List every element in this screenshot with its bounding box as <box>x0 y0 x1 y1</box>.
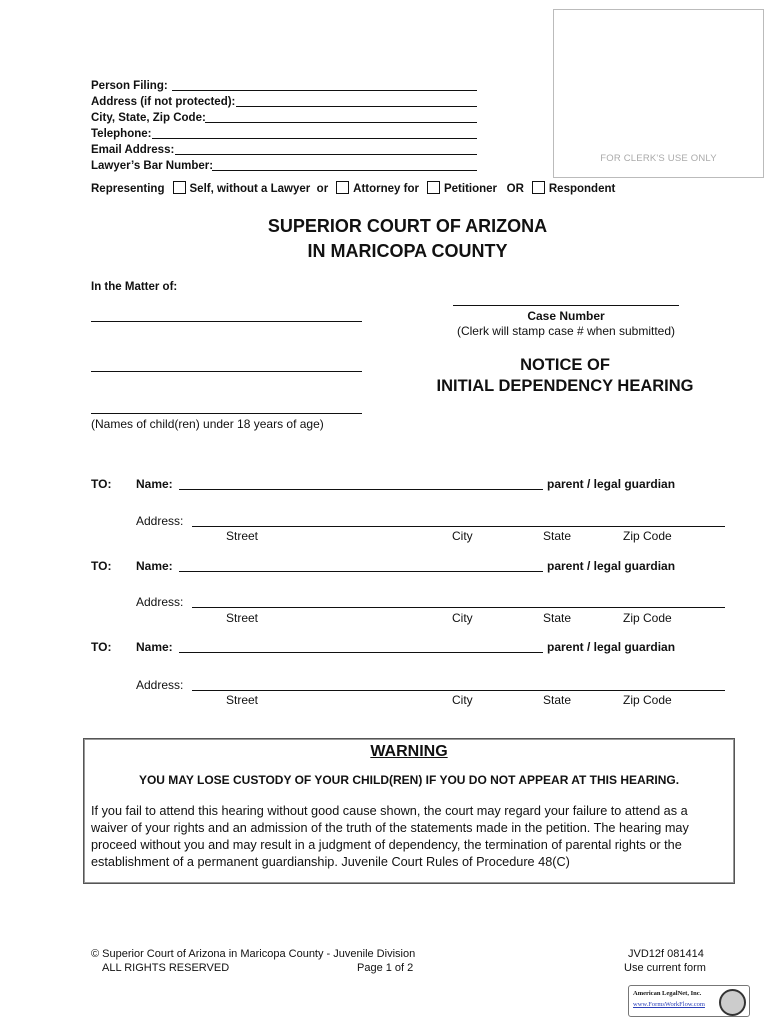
children-names-note: (Names of child(ren) under 18 years of age) <box>91 417 324 431</box>
email-label: Email Address: <box>91 144 175 156</box>
recipient-address-field[interactable] <box>192 690 725 691</box>
recipient-role-label: parent / legal guardian <box>547 640 676 654</box>
address-label: Address: <box>136 595 184 609</box>
footer-form-id: JVD12f 081414 <box>628 948 704 960</box>
attorney-checkbox[interactable] <box>336 181 349 194</box>
respondent-label: Respondent <box>548 183 616 195</box>
state-label: State <box>543 611 572 625</box>
or-label-2: OR <box>506 183 524 195</box>
city-state-zip-label: City, State, Zip Code: <box>91 112 206 124</box>
clerk-use-label: FOR CLERK'S USE ONLY <box>600 153 717 164</box>
telephone-field[interactable] <box>152 138 477 139</box>
in-the-matter-label: In the Matter of: <box>91 281 178 293</box>
case-number-label: Case Number <box>527 309 605 323</box>
footer-rights: ALL RIGHTS RESERVED <box>102 962 230 974</box>
recipient-address-field[interactable] <box>192 607 725 608</box>
zip-label: Zip Code <box>623 611 672 625</box>
self-checkbox[interactable] <box>173 181 186 194</box>
to-label: TO: <box>91 559 112 573</box>
zip-label: Zip Code <box>623 693 672 707</box>
city-label: City <box>452 529 473 543</box>
city-state-zip-field[interactable] <box>205 122 477 123</box>
street-label: Street <box>226 693 259 707</box>
recipient-name-field[interactable] <box>179 489 543 490</box>
person-filing-label: Person Filing: <box>91 80 168 92</box>
city-label: City <box>452 611 473 625</box>
court-name-line2: IN MARICOPA COUNTY <box>307 241 508 261</box>
footer-page-number: Page 1 of 2 <box>357 962 414 974</box>
recipient-name-label: Name: <box>136 559 173 573</box>
recipient-address-field[interactable] <box>192 526 725 527</box>
logo-company-name: American LegalNet, Inc. <box>633 990 702 997</box>
or-label: or <box>316 183 329 195</box>
address-label: Address: <box>136 514 184 528</box>
to-label: TO: <box>91 640 112 654</box>
person-filing-field[interactable] <box>172 90 477 91</box>
zip-label: Zip Code <box>623 529 672 543</box>
matter-name-line-2[interactable] <box>91 371 362 372</box>
telephone-label: Telephone: <box>91 128 152 140</box>
doc-title-line1: NOTICE OF <box>520 356 610 374</box>
footer-use-current: Use current form <box>624 962 706 974</box>
warning-title: WARNING <box>370 743 448 760</box>
clerk-use-box <box>553 9 764 178</box>
representing-label: Representing <box>91 183 165 195</box>
matter-name-line-1[interactable] <box>91 321 362 322</box>
seal-icon <box>719 989 746 1016</box>
street-label: Street <box>226 611 259 625</box>
address-label: Address: <box>136 678 184 692</box>
recipient-name-field[interactable] <box>179 571 543 572</box>
logo-url-link[interactable]: www.FormsWorkFlow.com <box>633 1001 705 1008</box>
recipient-name-label: Name: <box>136 477 173 491</box>
address-label: Address (if not protected): <box>91 96 236 108</box>
recipient-role-label: parent / legal guardian <box>547 559 676 573</box>
petitioner-checkbox[interactable] <box>427 181 440 194</box>
case-number-note: (Clerk will stamp case # when submitted) <box>456 324 676 338</box>
attorney-label: Attorney for <box>353 183 419 195</box>
self-label: Self, without a Lawyer <box>189 183 311 195</box>
recipient-name-field[interactable] <box>179 652 543 653</box>
doc-title-line2: INITIAL DEPENDENCY HEARING <box>436 377 694 395</box>
to-label: TO: <box>91 477 112 491</box>
state-label: State <box>543 693 572 707</box>
warning-box <box>83 738 735 884</box>
footer-copyright: © Superior Court of Arizona in Maricopa County - Juvenile Division <box>91 948 416 960</box>
warning-subtitle: YOU MAY LOSE CUSTODY OF YOUR CHILD(REN) IF YOU DO NOT APPEAR AT THIS HEARING. <box>138 773 680 787</box>
city-label: City <box>452 693 473 707</box>
bar-number-label: Lawyer’s Bar Number: <box>91 160 214 172</box>
bar-number-field[interactable] <box>212 170 477 171</box>
state-label: State <box>543 529 572 543</box>
court-name-line1: SUPERIOR COURT OF ARIZONA <box>267 216 548 236</box>
recipient-role-label: parent / legal guardian <box>547 477 676 491</box>
matter-name-line-3[interactable] <box>91 413 362 414</box>
petitioner-label: Petitioner <box>443 183 498 195</box>
representing-row <box>91 181 615 197</box>
email-field[interactable] <box>175 154 477 155</box>
warning-body: If you fail to attend this hearing without good cause shown, the court may regard your failure to attend as a waiver of your rights and an admission of the truth of the statements made in the petition. The hearing may proceed without you and may result in a judgment of dependency, the termination of parental rights or the establishment of a permanent guardianship. Juvenile Court Rules of Procedure 48(C) <box>91 804 689 869</box>
recipient-name-label: Name: <box>136 640 173 654</box>
case-number-field[interactable] <box>453 305 679 306</box>
respondent-checkbox[interactable] <box>532 181 545 194</box>
address-field[interactable] <box>236 106 477 107</box>
street-label: Street <box>226 529 259 543</box>
american-legalnet-logo[interactable] <box>628 985 750 1017</box>
